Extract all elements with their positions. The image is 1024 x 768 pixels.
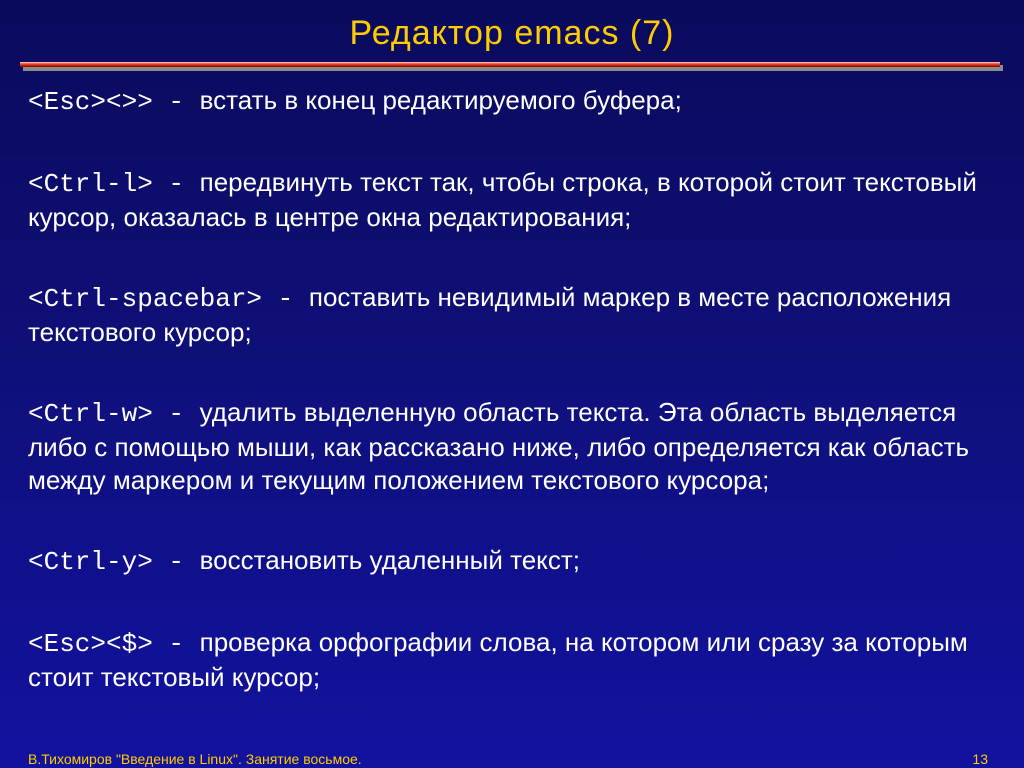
shortcut-description: поставить невидимый маркер в месте расположения текстового курсор; [28,282,952,347]
shortcut-description: удалить выделенную область текста. Эта область выделяется либо с помощью мыши, как рассказано ниже, либо определяется как область между маркером и текущим положением текстового курсора; [28,397,970,495]
shortcut-description: восстановить удаленный текст; [199,545,580,575]
list-item [28,281,998,349]
list-item [28,396,998,497]
title-divider-bar [20,62,1000,67]
slide-title: Редактор emacs (7) [349,14,675,52]
list-item [28,626,998,694]
title-divider [20,62,1004,72]
shortcut-key: <Ctrl-spacebar> - [28,284,309,314]
shortcut-key: <Esc><>> - [28,87,200,117]
page-number: 13 [972,751,988,767]
shortcut-key: <Ctrl-y> - [28,547,200,577]
list-item [28,544,998,579]
shortcut-description: передвинуть текст так, чтобы строка, в которой стоит текстовый курсор, оказалась в центре окна редактирования; [28,167,977,232]
shortcut-description: встать в конец редактируемого буфера; [199,85,682,115]
list-item [28,166,998,234]
shortcut-key: <Esc><$> - [28,629,200,659]
shortcut-key: <Ctrl-l> - [28,169,200,199]
shortcut-description: проверка орфографии слова, на котором или сразу за которым стоит текстовый курсор; [28,627,968,692]
slide-content [28,84,998,741]
footer-caption: В.Тихомиров "Введение в Linux". Занятие восьмое. [28,751,362,767]
shortcut-key: <Ctrl-w> - [28,399,200,429]
list-item [28,84,998,119]
